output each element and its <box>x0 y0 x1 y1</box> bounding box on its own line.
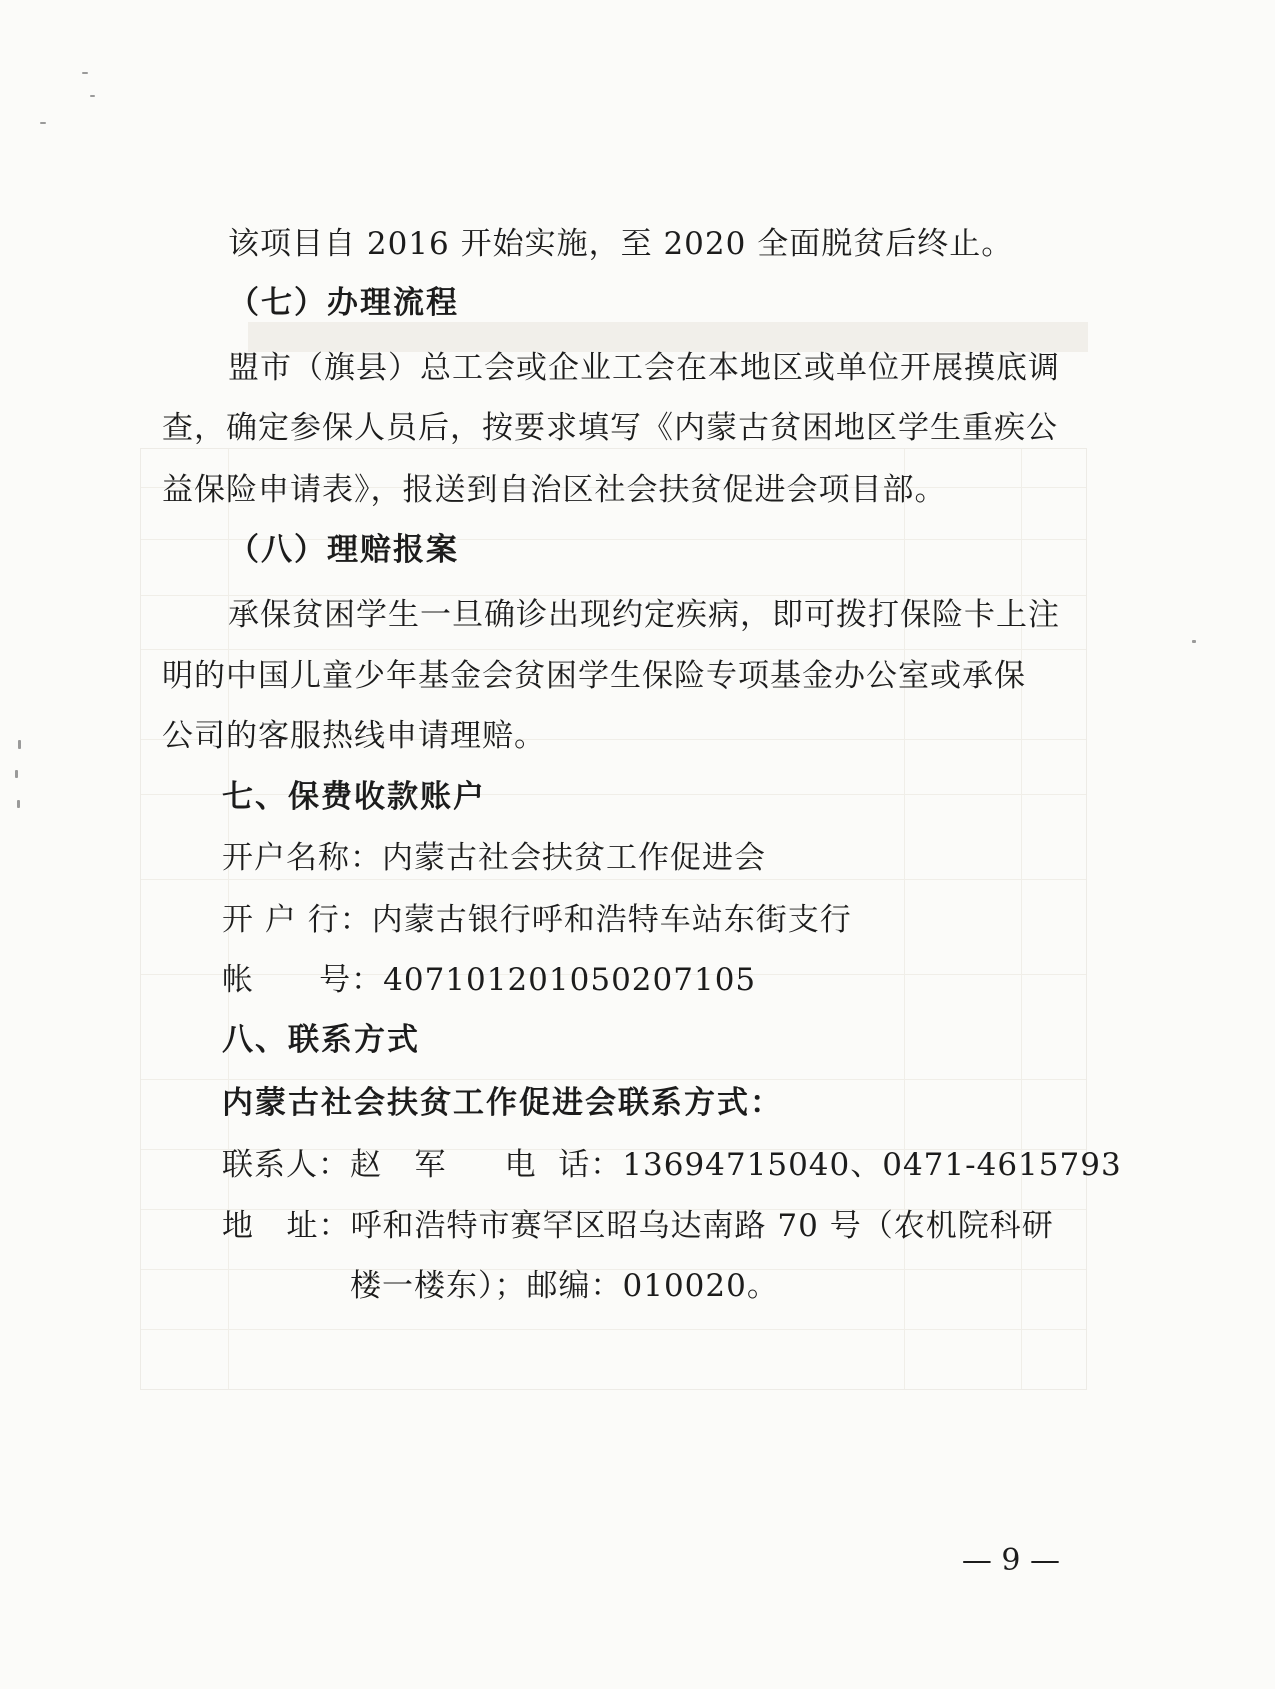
paragraph-line: 承保贫困学生一旦确诊出现约定疾病，即可拨打保险卡上注 <box>228 597 1060 633</box>
account-number-label: 帐 号： <box>222 962 384 998</box>
scan-speck <box>90 95 95 97</box>
address-row <box>222 1206 1054 1246</box>
account-name-value: 内蒙古社会扶贫工作促进会 <box>382 840 766 876</box>
scan-speck <box>82 72 88 74</box>
scan-speck <box>18 740 21 749</box>
paragraph-line: 该项目自 2016 开始实施，至 2020 全面脱贫后终止。 <box>228 226 1014 262</box>
section-title-account: 七、保费收款账户 <box>222 779 486 815</box>
account-name-row <box>222 838 766 878</box>
bank-row <box>222 900 852 940</box>
section-title-contact: 八、联系方式 <box>222 1022 420 1058</box>
paragraph-line: 公司的客服热线申请理赔。 <box>162 718 546 754</box>
scan-speck <box>1192 640 1196 643</box>
account-number-row <box>222 960 756 1000</box>
scan-speck <box>17 800 20 808</box>
address-line-2: 楼一楼东）；邮编：010020。 <box>350 1268 779 1304</box>
contact-row <box>222 1145 1122 1185</box>
address-line-1: 呼和浩特市赛罕区昭乌达南路 70 号（农机院科研 <box>350 1208 1054 1244</box>
bank-label: 开 户 行： <box>222 902 372 938</box>
phone-value: 13694715040、0471-4615793 <box>622 1147 1122 1183</box>
contact-subtitle: 内蒙古社会扶贫工作促进会联系方式： <box>222 1085 783 1121</box>
contact-label: 联系人： <box>222 1147 350 1183</box>
paragraph-line: 明的中国儿童少年基金会贫困学生保险专项基金办公室或承保 <box>162 658 1026 694</box>
account-name-label: 开户名称： <box>222 840 382 876</box>
paragraph-line: 查，确定参保人员后，按要求填写《内蒙古贫困地区学生重疾公 <box>162 410 1058 446</box>
paragraph-line: 盟市（旗县）总工会或企业工会在本地区或单位开展摸底调 <box>228 350 1060 386</box>
page-number: — 9 — <box>961 1543 1060 1578</box>
scan-speck <box>15 770 18 778</box>
phone-label: 电 话： <box>504 1147 623 1183</box>
address-label: 地 址： <box>222 1208 351 1244</box>
section-heading-8: （八）理赔报案 <box>228 532 459 568</box>
scan-speck <box>40 122 46 124</box>
account-number-value: 407101201050207105 <box>383 962 757 998</box>
bank-value: 内蒙古银行呼和浩特车站东街支行 <box>371 902 852 938</box>
contact-name: 赵 军 <box>350 1147 447 1183</box>
paragraph-line: 益保险申请表》，报送到自治区社会扶贫促进会项目部。 <box>162 472 947 508</box>
section-heading-7: （七）办理流程 <box>228 285 459 321</box>
